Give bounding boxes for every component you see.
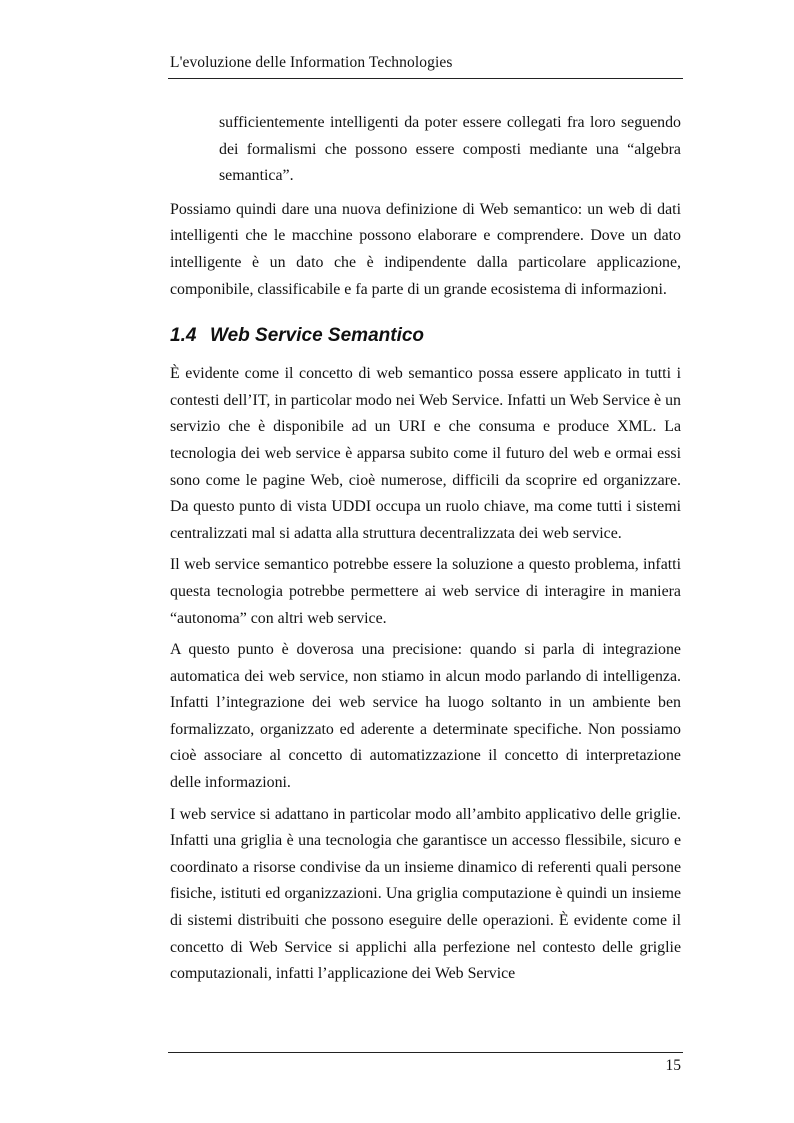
page-body [170, 110, 681, 993]
section-paragraph: A questo punto è doverosa una precisione: quando si parla di integrazione automatica dei web service, non stiamo in alcun modo parlando di intelligenza. Infatti l’integrazione dei web service ha luogo soltanto in un ambiente ben formalizzato, organizzato ed aderente a determinate specifiche. Non possiamo cioè associare al concetto di automatizzazione il concetto di interpretazione delle informazioni. [170, 641, 681, 792]
section-paragraph: È evidente come il concetto di web semantico possa essere applicato in tutti i contesti dell’IT, in particolar modo nei Web Service. Infatti un Web Service è un servizio che è disponibile ad un URI e che consuma e produce XML. La tecnologia dei web service è apparsa subito come il futuro del web e ormai essi sono come le pagine Web, cioè numerose, difficili da scoprire ed organizzare. Da questo punto di vista UDDI occupa un ruolo chiave, ma come tutti i sistemi centralizzati mal si adatta alla struttura decentralizzata dei web service. [170, 365, 681, 542]
header-divider [168, 78, 683, 79]
page-number: 15 [665, 1057, 681, 1074]
section-title: Web Service Semantico [210, 325, 425, 347]
continued-paragraph: sufficientemente intelligenti da poter essere collegati fra loro seguendo dei formalismi che possono essere composti mediante una “algebra semantica”. [219, 114, 681, 185]
section-number: 1.4 [170, 325, 197, 347]
section-paragraph: I web service si adattano in particolar modo all’ambito applicativo delle griglie. Infatti una griglia è una tecnologia che garantisce un accesso flessibile, sicuro e coordinato a risorse condivise da un insieme dinamico di referenti quali persone fisiche, istituti ed organizzazioni. Una griglia computazione è quindi un insieme di sistemi distribuiti che possono eseguire delle operazioni. È evidente come il concetto di Web Service si applichi alla perfezione nel contesto delle griglie computazionali, infatti l’applicazione dei Web Service [170, 805, 681, 983]
running-header: L'evoluzione delle Information Technologies [170, 54, 453, 71]
footer-divider [168, 1052, 683, 1053]
section-heading [170, 323, 681, 349]
paragraph-definition: Possiamo quindi dare una nuova definizione di Web semantico: un web di dati intelligenti che le macchine possono elaborare e comprendere. Dove un dato intelligente è un dato che è indipendente dalla particolare applicazione, componibile, classificabile e fa parte di un grande ecosistema di informazioni. [170, 200, 681, 298]
section-paragraph: Il web service semantico potrebbe essere la soluzione a questo problema, infatti questa tecnologia potrebbe permettere ai web service di interagire in maniera “autonoma” con altri web service. [170, 556, 681, 627]
